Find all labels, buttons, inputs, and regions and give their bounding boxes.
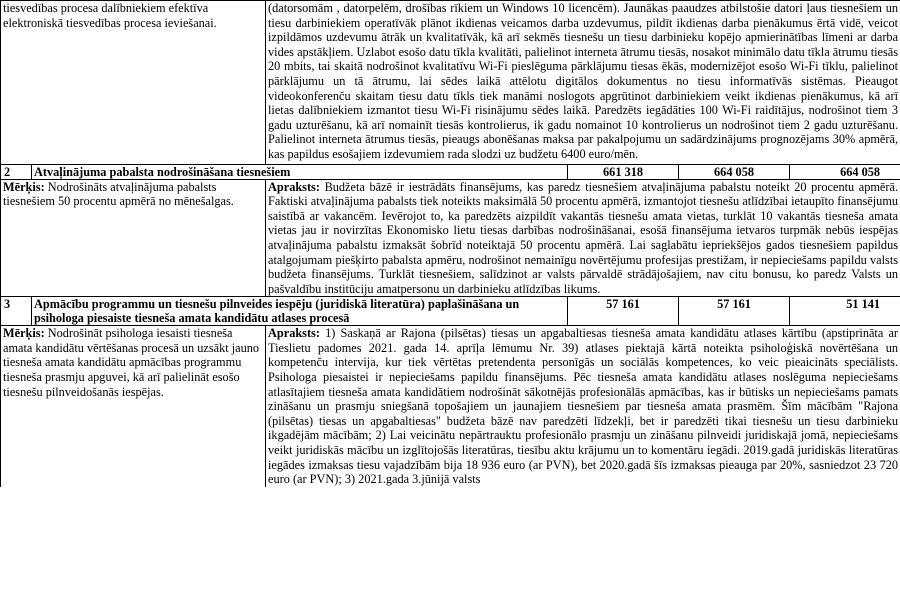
prev-item-row — [1, 1, 900, 165]
item-3-body — [1, 326, 900, 487]
item-3-description-label: Apraksts: — [268, 326, 320, 341]
item-2-amount-1: 661 318 — [568, 164, 679, 179]
item-3-description-text: 1) Saskaņā ar Rajona (pilsētas) tiesas un apgabaltiesas tiesneša amata kandidātu atlases kārtību (apstiprināta ar Tieslietu padomes 2021. gada 14. aprīļa lēmumu Nr. 39) atlases piektajā kārtā noteikta psiholoģiskā novērtēšana un kompetenču intervija, kur tiek vērtētas pretendenta personīgās un sociālās kompetences, ko veic pieaicināts speciālists. Psihologa piesaistei ir nepieciešams papildu finansējums. Pēc tiesneša amata kandidātu atlases noslēguma nepieciešams atlasītajiem tiesneša amata kandidātiem nodrošināt sākotnējās profesionālās apmācības, kas ir būtisks un nepieciešams pamats zināšanu un prasmju sniegšanā topošajiem un jaunajiem tiesnešiem par tiesneša amata prasmēm. Šīm mācībām "Rajona (pilsētas) tiesas un apgabaltiesas" budžeta bāzē nav paredzēti līdzekļi, bet ir paredzēti tikai tiesnešu un tiesu darbinieku ikgadējām mācībām; 2) Lai veicinātu nepārtrauktu profesionālo prasmju un zināšanu pilnveidi juridiskajā jomā, nepieciešams veikt juridiskās mācību un izglītojošās literatūras, tiesību aktu krājumu un to komentāru iegādi. 2019.gadā juridiskās literatūras iegādes izmaksas tiesu vajadzībām bija 18 936 euro (ar PVN), bet 2020.gadā šīs izmaksas pieauga par 20%, sasniedzot 23 720 euro (ar PVN); 3) 2021.gada 3.jūnijā valsts — [268, 326, 899, 487]
item-3-goal-text: Nodrošināt psihologa iesaisti tiesneša amata kandidātu vērtēšanas procesā un uzsākt jauno tiesneša amata kandidātu apmācības programmu tiesneša prasmju apguvei, kā arī palielināt esošo tiesnešu pilnveidošanās iespējas. — [3, 326, 260, 399]
item-3-amount-2: 57 161 — [679, 297, 790, 326]
prev-item-goal — [1, 1, 266, 165]
item-2-amount-3: 664 058 — [790, 164, 900, 179]
item-3-title: Apmācību programmu un tiesnešu pilnveides iespēju (juridiskā literatūra) paplašināšana un psihologa piesaiste tiesneša amata kandidātu atlases procesā — [32, 297, 568, 326]
item-3-amount-3: 51 141 — [790, 297, 900, 326]
item-2-description — [266, 179, 900, 297]
prev-item-description-text: (datorsomām , datorpelēm, drošības rīkiem un Windows 10 licencēm). Jaunākas paaudzes atbilstošie datori ļaus tiesnešiem un tiesu darbiniekiem operatīvāk plānot ikdienas veicamos darba uzdevumus, pildīt ikdienas darba pienākumus ērtā vidē, veicot izpildāmos uzdevumu ātrāk un kvalitatīvāk, kā arī sekmēs tiesnešu un tiesu darbinieku kopējo apmierinātības līmeni ar darba vides apstākļiem. Uzlabot esošo datu tīkla kvalitāti, palielinot interneta ātrumu tiesās, nosakot minimālo datu tīkla ātrumu tiesās 20 mbits, tai skaitā nodrošinot kvalitatīvu Wi-Fi pieslēguma pārklājumu tiesas ēkās, modernizējot esošo Wi-Fi tīklu, palielinot pārklājumu un tā ātrumu, lai sēdes laikā attēlotu digitālos dokumentus no tiesu informatīvās sistēmas. Pieaugot videokonferenču skaitam tiesu datu tīkls tiek manāmi noslogots apgrūtinot darbiniekiem veikt ikdienas pienākumus, kā arī lietas dalībniekiem izmantot tiesu Wi-Fi risinājumu sēdes laikā. Paredzēts iegādāties 100 Wi-Fi raidītājus, nodrošinot tiem 3 gadu uzturēšanu, kā arī nomainīt tiesās kontrolierus, ik gadu nomainot 10 kontrolierus un nodrošinot tiem 2 gadu uzturēšanu. Palielinot interneta ātrumus tiesās, pieaugs abonēšanas maksa par pakalpojumu un sadārdzinājums prognozējams 30% apmērā, kas papildus esošajiem izdevumiem rada slodzi uz budžetu 6400 euro/mēn. — [268, 1, 899, 161]
item-2-goal-text: Nodrošināts atvaļinājuma pabalsts tiesnešiem 50 procentu apmērā no mēnešalgas. — [3, 179, 234, 209]
item-2-body — [1, 179, 900, 297]
item-3-header — [1, 297, 900, 326]
item-2-description-text: Budžeta bāzē ir iestrādāts finansējums, kas paredz tiesnešiem atvaļinājuma pabalstu noteikt 20 procentu apmērā. Faktiski atvaļinājuma pabalsts tiek noteikts maksimālā 50 procentu apmērā, izmantojot tiesnešu atlīdzībai ietaupīto finansējumu saistībā ar vakancēm. Ievērojot to, ka paredzēts aizpildīt vakantās tiesnešu amata vietas, turklāt 10 vakantās tiesneša amata vietas jau ir novirzītas Ekonomisko lietu tiesas darbības nodrošināšanai, esošā finansējuma ietvaros turpmāk nebūs iespējas atvaļinājuma pabalstu izmaksāt šobrīd noteiktajā 50 procentu apmērā. Lai saglabātu iepriekšējos gados tiesnešiem papildus atalgojumam piešķirto pabalsta apmēru, nodrošinot nemainīgu novērtējumu profesijas prestižam, ir nepieciešams papildu valsts budžeta finansējums. Turklāt tiesnešiem, salīdzinot ar valsts pārvaldē strādājošajiem, nav citu bonusu, ko paredz Valsts un pašvaldību institūciju amatpersonu un darbinieku atlīdzības likums. — [268, 179, 899, 296]
item-2-description-label: Apraksts: — [268, 179, 320, 194]
item-2-goal — [1, 179, 266, 297]
item-3-description — [266, 326, 900, 487]
item-2-header — [1, 164, 900, 179]
item-3-number: 3 — [1, 297, 32, 326]
item-2-goal-label: Mērķis: — [3, 179, 45, 194]
item-2-number: 2 — [1, 164, 32, 179]
item-3-amount-1: 57 161 — [568, 297, 679, 326]
item-3-goal-label: Mērķis: — [3, 326, 45, 341]
prev-item-description — [266, 1, 900, 165]
prev-item-goal-text: tiesvedības procesa dalībniekiem efektīva elektroniskā tiesvedības procesa ieviešanai. — [3, 1, 217, 30]
item-3-goal — [1, 326, 266, 487]
item-2-amount-2: 664 058 — [679, 164, 790, 179]
item-2-title: Atvaļinājuma pabalsta nodrošināšana tiesnešiem — [32, 164, 568, 179]
